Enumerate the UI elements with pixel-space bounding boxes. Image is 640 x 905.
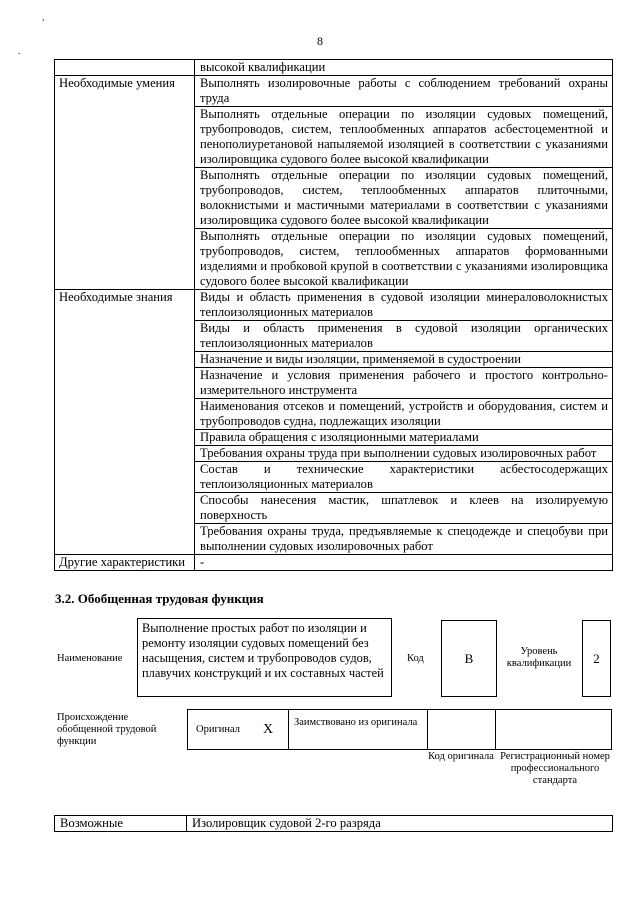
bottom-table [54,815,613,832]
original-label: Оригинал [196,724,240,735]
reg-number-label: Регистрационный номер профессионального стандарта [500,751,610,786]
origin-table [187,709,612,750]
page-number: 8 [317,34,323,48]
table-row [55,60,613,76]
code-box [441,620,497,697]
skill-item: Выполнять отдельные операции по изоляции судовых помещений, трубопроводов, систем, теплообменных аппаратов асбестоцементной и пенополиуретановой напыляемой изоляцией в соответствии с указаниями изолировщика судового более высокой квалификации [195,107,613,168]
competence-table [54,59,613,571]
knowledge-item: Способы нанесения мастик, шпатлевок и клеев на изолируемую поверхность [195,493,613,524]
row-label: Возможные [55,816,187,832]
table-row [55,555,613,571]
level-box [582,620,611,697]
table-cell: Изолировщик судовой 2-го разряда [187,816,613,832]
row-label [55,60,195,76]
name-label: Наименование [57,653,123,664]
function-name-box [137,618,392,697]
divider [427,710,428,749]
borrowed-label: Заимствовано из оригинала [294,717,418,728]
row-label-other: Другие характеристики [55,555,195,571]
knowledge-item: Виды и область применения в судовой изоляции минераловолокнистых теплоизоляционных материалов [195,290,613,321]
knowledge-item: Состав и технические характеристики асбестосодержащих теплоизоляционных материалов [195,462,613,493]
corner-mark: . [18,46,21,56]
code-original-label: Код оригинала [428,751,494,762]
row-label-knowledge: Необходимые знания [55,290,195,555]
section-title: 3.2. Обобщенная трудовая функция [55,591,264,606]
knowledge-item: Назначение и условия применения рабочего и простого контрольно-измерительного инструмента [195,368,613,399]
table-row [55,290,613,321]
knowledge-item: Требования охраны труда, предъявляемые к спецодежде и спецобуви при выполнении судовых изолировочных работ [195,524,613,555]
level-label: Уровень квалификации [506,646,572,669]
knowledge-item: Назначение и виды изоляции, применяемой в судостроении [195,352,613,368]
knowledge-item: Требования охраны труда при выполнении судовых изолировочных работ [195,446,613,462]
table-row [55,76,613,107]
knowledge-item: Виды и область применения в судовой изоляции органических теплоизоляционных материалов [195,321,613,352]
code-label: Код [407,653,424,664]
code-value: B [464,651,474,666]
divider [495,710,496,749]
skill-item: Выполнять изолировочные работы с соблюдением требований охраны труда [195,76,613,107]
knowledge-item: Правила обращения с изоляционными материалами [195,430,613,446]
original-mark: X [263,722,274,737]
skill-item: Выполнять отдельные операции по изоляции судовых помещений, трубопроводов, систем, теплообменных аппаратов плиточными, волокнистыми и мастичными материалами в соответствии с указаниями изолировщика судового более высокой квалификации [195,168,613,229]
table-cell: высокой квалификации [195,60,613,76]
skill-item: Выполнять отдельные операции по изоляции судовых помещений, трубопроводов, систем, теплообменных аппаратов формованными изделиями и пробковой крупой в соответствии с указаниями изолировщика судового более высокой квалификации [195,229,613,290]
other-value: - [195,555,613,571]
origin-label: Происхождение обобщенной трудовой функции [57,712,157,747]
function-name: Выполнение простых работ по изоляции и ремонту изоляции судовых помещений без насыщения, систем и трубопроводов судов, плавучих конструкций и их составных частей [142,621,384,680]
divider [288,710,289,749]
corner-mark: , [42,12,45,22]
table-row [55,816,613,832]
level-value: 2 [593,651,600,666]
row-label-skills: Необходимые умения [55,76,195,290]
knowledge-item: Наименования отсеков и помещений, устройств и оборудования, систем и трубопроводов судна, подлежащих изоляции [195,399,613,430]
